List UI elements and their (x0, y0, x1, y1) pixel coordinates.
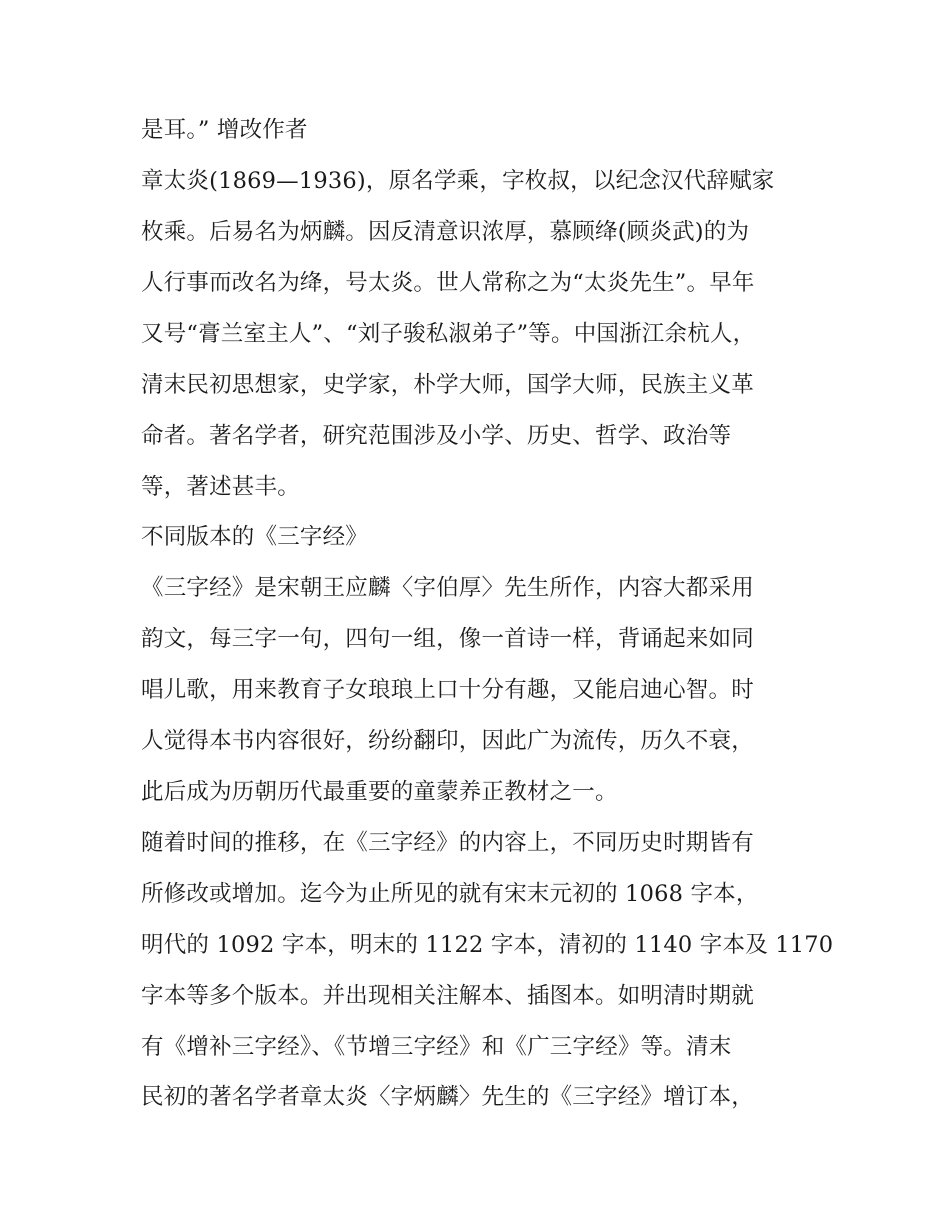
text-line: 有《增补三字经》、《节增三字经》和《广三字经》等。清末 (141, 1034, 732, 1060)
text-line: 等，著述甚丰。 (141, 474, 300, 500)
text-line: 章太炎(1869—1936)，原名学乘，字枚叔，以纪念汉代辞赋家 (141, 168, 775, 194)
text-line: 清末民初思想家，史学家，朴学大师，国学大师，民族主义革 (141, 372, 754, 398)
text-line: 韵文，每三字一句，四句一组，像一首诗一样，背诵起来如同 (141, 626, 754, 652)
text-line: 明代的 1092 字本，明末的 1122 字本，清初的 1140 字本及 1170 (141, 932, 834, 958)
section-heading: 不同版本的《三字经》 (141, 524, 369, 550)
text-line: 人觉得本书内容很好，纷纷翻印，因此广为流传，历久不衰， (141, 728, 754, 754)
text-line: 命者。著名学者，研究范围涉及小学、历史、哲学、政治等 (141, 423, 732, 449)
text-line: 所修改或增加。迄今为止所见的就有宋末元初的 1068 字本， (141, 881, 759, 907)
text-line: 枚乘。后易名为炳麟。因反清意识浓厚，慕顾绛(顾炎武)的为 (141, 219, 750, 245)
text-line: 随着时间的推移，在《三字经》的内容上，不同历史时期皆有 (141, 830, 754, 856)
text-line: 民初的著名学者章太炎〈字炳麟〉先生的《三字经》增订本， (141, 1084, 754, 1110)
text-line-heading-author-addendum: 是耳。” 增改作者 (141, 117, 308, 143)
text-line: 字本等多个版本。并出现相关注解本、插图本。如明清时期就 (141, 983, 754, 1009)
text-line: 《三字经》是宋朝王应麟〈字伯厚〉先生所作，内容大都采用 (141, 575, 754, 601)
text-line: 又号“膏兰室主人”、“刘子骏私淑弟子”等。中国浙江余杭人， (141, 321, 756, 347)
text-line: 此后成为历朝历代最重要的童蒙养正教材之一。 (141, 779, 618, 805)
text-line: 人行事而改名为绛，号太炎。世人常称之为“太炎先生”。早年 (141, 270, 755, 296)
text-line: 唱儿歌，用来教育子女琅琅上口十分有趣，又能启迪心智。时 (141, 677, 754, 703)
